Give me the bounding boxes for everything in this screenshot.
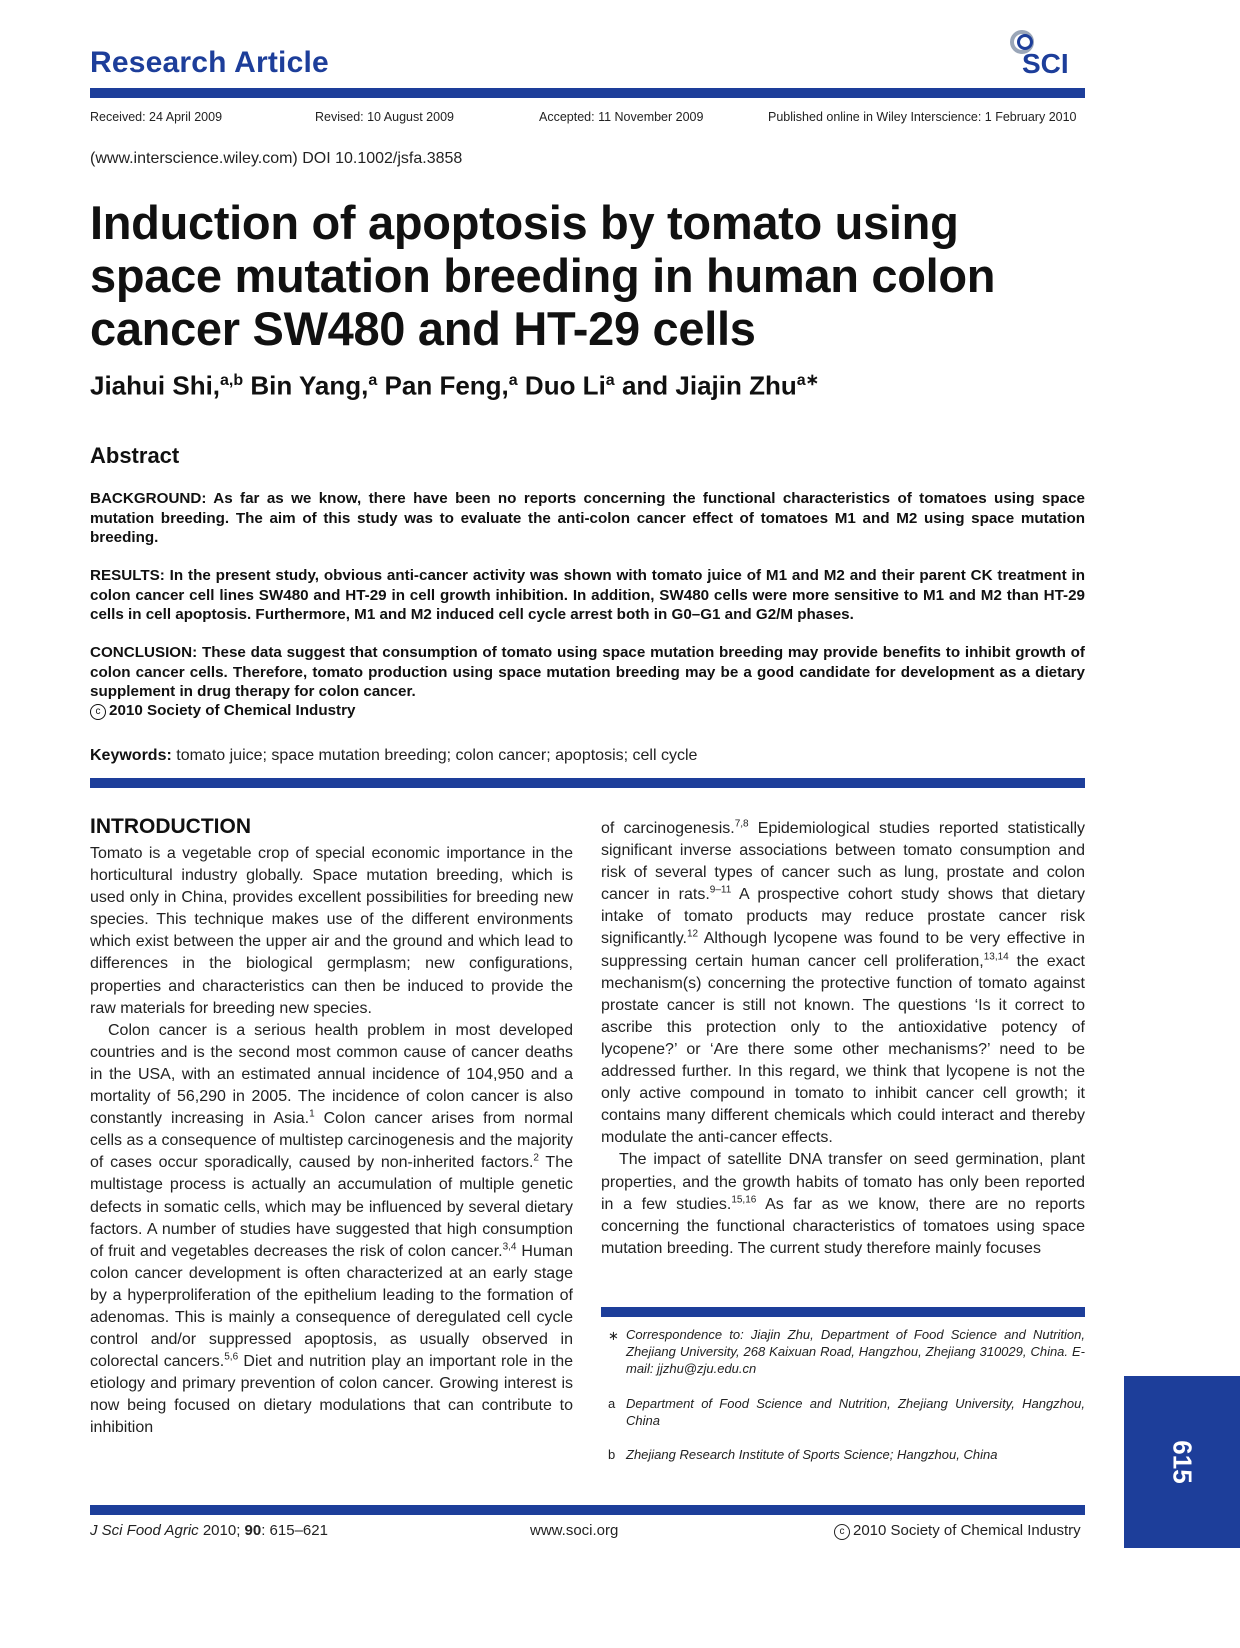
accepted-date: Accepted: 11 November 2009 — [539, 110, 704, 124]
body-column-left — [90, 843, 573, 1440]
body-text: The impact of satellite DNA transfer on seed germination, plant properties, and the growth habits of tomato has only been reported in a few studies. — [601, 1151, 1085, 1213]
citation-ref: 3,4 — [502, 1241, 517, 1253]
body-text: Colon cancer arises from normal cells as a consequence of multistep carcinogenesis and the majority of cases occur sporadically, caused by non-inherited factors. — [90, 1110, 573, 1172]
body-text: As far as we know, there are no reports concerning the functional characteristics of tomatoes using space mutation breeding. The current study therefore mainly focuses — [601, 1195, 1085, 1257]
copyright-icon: c — [90, 704, 106, 720]
abstract-results: RESULTS: In the present study, obvious anti-cancer activity was shown with tomato juice of M1 and M2 and their parent CK treatment in colon cancer cell lines SW480 and HT-29 in cell growth inhibition. In addition, SW480 cells were more sensitive to M1 and M2 than HT-29 cells in cell apoptosis. Furthermore, M1 and M2 induced cell cycle arrest both in G0–G1 and G2/M phases. — [90, 567, 1085, 623]
citation-ref: 5,6 — [224, 1351, 239, 1363]
page-number-text: 615 — [1167, 1440, 1198, 1484]
citation-ref: 2 — [533, 1152, 539, 1164]
body-text: Tomato is a vegetable crop of special economic importance in the horticultural industry globally. Space mutation breeding, which is used only in China, provides excellent possibilities for breeding new species. This technique makes use of the different environments which exist between the upper air and the ground and which lead to differences in the biological germplasm; new configurations, properties and characteristics can then be induced to provide the raw materials for breeding new species. — [90, 845, 573, 1017]
body-text: Colon cancer is a serious health problem in most developed countries and is the second most common cause of cancer deaths in the USA, with an estimated annual incidence of 104,950 and a mortality of 56,290 in 2005. The incidence of colon cancer is also constantly increasing in Asia. — [90, 1021, 573, 1128]
body-text: Diet and nutrition play an important role in the etiology and primary prevention of colon cancer. Growing interest is now being focused on dietary modulations that can contribute to inhibition — [90, 1353, 574, 1437]
citation-ref: 13,14 — [983, 951, 1009, 963]
author-affiliation-mark: a — [605, 372, 615, 389]
citation-ref: 7,8 — [734, 818, 749, 830]
author-name: Pan Feng, — [384, 370, 509, 401]
author-name: Bin Yang, — [250, 370, 369, 401]
published-date: Published online in Wiley Interscience: 1 February 2010 — [768, 110, 1077, 124]
footer-website[interactable]: www.soci.org — [530, 1522, 619, 1539]
logo-text: SCI — [1022, 48, 1069, 79]
keywords-text: tomato juice; space mutation breeding; colon cancer; apoptosis; cell cycle — [176, 747, 698, 764]
abstract-rule — [90, 778, 1085, 788]
abstract-background: BACKGROUND: As far as we know, there have been no reports concerning the functional characteristics of tomatoes using space mutation breeding. The aim of this study was to evaluate the anti-colon cancer effect of tomatoes M1 and M2 using space mutation breeding. — [90, 490, 1085, 546]
body-text: Epidemiological studies reported statistically significant inverse associations between tomato consumption and risk of several types of cancer such as lung, prostate and colon cancer in rats. — [601, 820, 1086, 904]
footer-copyright — [834, 1522, 1081, 1540]
doi-line: (www.interscience.wiley.com) DOI 10.1002/jsfa.3858 — [90, 150, 463, 167]
body-paragraph — [90, 843, 573, 1020]
body-paragraph — [90, 1020, 573, 1440]
citation-ref: 12 — [686, 929, 699, 941]
author-affiliation-mark: a,b — [220, 372, 244, 389]
section-label: Research Article — [90, 46, 329, 79]
footer-copyright-text: 2010 Society of Chemical Industry — [853, 1522, 1081, 1539]
author-list — [90, 370, 819, 402]
journal-year: 2010; — [198, 1522, 245, 1539]
affiliation-a-mark: a — [608, 1396, 616, 1411]
citation-ref: 9–11 — [709, 884, 732, 896]
abstract-conclusion: CONCLUSION: These data suggest that consumption of tomato using space mutation breeding may provide benefits to inhibit growth of colon cancer cells. Therefore, tomato production using space mutation breeding may be a good candidate for development as a dietary supplement in drug therapy for colon cancer. — [90, 644, 1085, 700]
affiliation-b: Zhejiang Research Institute of Sports Science; Hangzhou, China — [626, 1447, 998, 1462]
article-title: Induction of apoptosis by tomato using space mutation breeding in human colon cancer SW480 and HT-29 cells — [90, 196, 996, 355]
footnote-rule — [601, 1307, 1085, 1317]
sci-logo — [1010, 28, 1090, 82]
journal-citation — [90, 1522, 328, 1539]
footer-copyright-icon: c — [834, 1524, 850, 1540]
citation-ref: 1 — [309, 1108, 315, 1120]
keywords — [90, 747, 697, 765]
citation-ref: 15,16 — [731, 1194, 757, 1206]
body-text: Human colon cancer development is often characterized at an early stage by a hyperproliferation of the epithelium leading to the formation of adenomas. This is mainly a consequence of deregulated cell cycle control and/or suppressed apoptosis, as usually observed in colorectal cancers. — [90, 1242, 574, 1371]
author-affiliation-mark: a — [508, 372, 518, 389]
journal-pages: : 615–621 — [261, 1522, 328, 1539]
affiliation-b-mark: b — [608, 1447, 616, 1462]
body-text: A prospective cohort study shows that dietary intake of tomato products may reduce prostate cancer risk significantly. — [601, 886, 1085, 948]
page-number — [1124, 1376, 1240, 1548]
abstract-copyright-text: 2010 Society of Chemical Industry — [109, 702, 356, 719]
abstract-copyright — [90, 702, 355, 720]
received-date: Received: 24 April 2009 — [90, 110, 223, 124]
introduction-heading: INTRODUCTION — [90, 815, 251, 838]
correspondence-note: Correspondence to: Jiajin Zhu, Department of Food Science and Nutrition, Zhejiang University, 268 Kaixuan Road, Hangzhou, Zhejiang 310029, China. E-mail: jjzhu@zju.edu.cn — [626, 1327, 1085, 1376]
revised-date: Revised: 10 August 2009 — [315, 110, 454, 124]
abstract-heading: Abstract — [90, 443, 180, 468]
body-text: of carcinogenesis. — [601, 820, 735, 837]
affiliation-a: Department of Food Science and Nutrition, Zhejiang University, Hangzhou, China — [626, 1396, 1085, 1428]
body-paragraph — [601, 818, 1085, 1149]
body-text: the exact mechanism(s) concerning the protective function of tomato against prostate cancer is still not known. The questions ‘Is it correct to ascribe this protection only to the antioxidative potency of lycopene?’ or ‘Are there some other mechanisms?’ need to be addressed further. In this regard, we think that lycopene is not the only active compound in tomato to inhibit cancer cell growth; it contains many different chemicals which could interact and thereby modulate the anti-cancer effects. — [601, 952, 1085, 1147]
journal-volume: 90 — [244, 1522, 262, 1539]
author-affiliation-mark: a∗ — [796, 372, 820, 389]
body-text: The multistage process is actually an accumulation of multiple genetic defects in somatic cells, which may be influenced by several dietary factors. A number of studies have suggested that high consumption of fruit and vegetables decreases the risk of colon cancer. — [90, 1154, 573, 1260]
header-rule — [90, 88, 1085, 98]
journal-name: J Sci Food Agric — [90, 1522, 199, 1539]
keywords-label: Keywords: — [90, 747, 172, 764]
author-name: and Jiajin Zhu — [621, 370, 797, 401]
correspondence-mark: ∗ — [608, 1328, 619, 1343]
author-affiliation-mark: a — [368, 372, 378, 389]
footer-rule — [90, 1505, 1085, 1515]
author-name: Jiahui Shi, — [90, 370, 221, 401]
body-text: Although lycopene was found to be very effective in suppressing certain human cancer cell proliferation, — [601, 930, 1085, 970]
body-paragraph — [601, 1149, 1085, 1259]
body-column-right — [601, 818, 1085, 1260]
author-name: Duo Li — [524, 370, 606, 401]
